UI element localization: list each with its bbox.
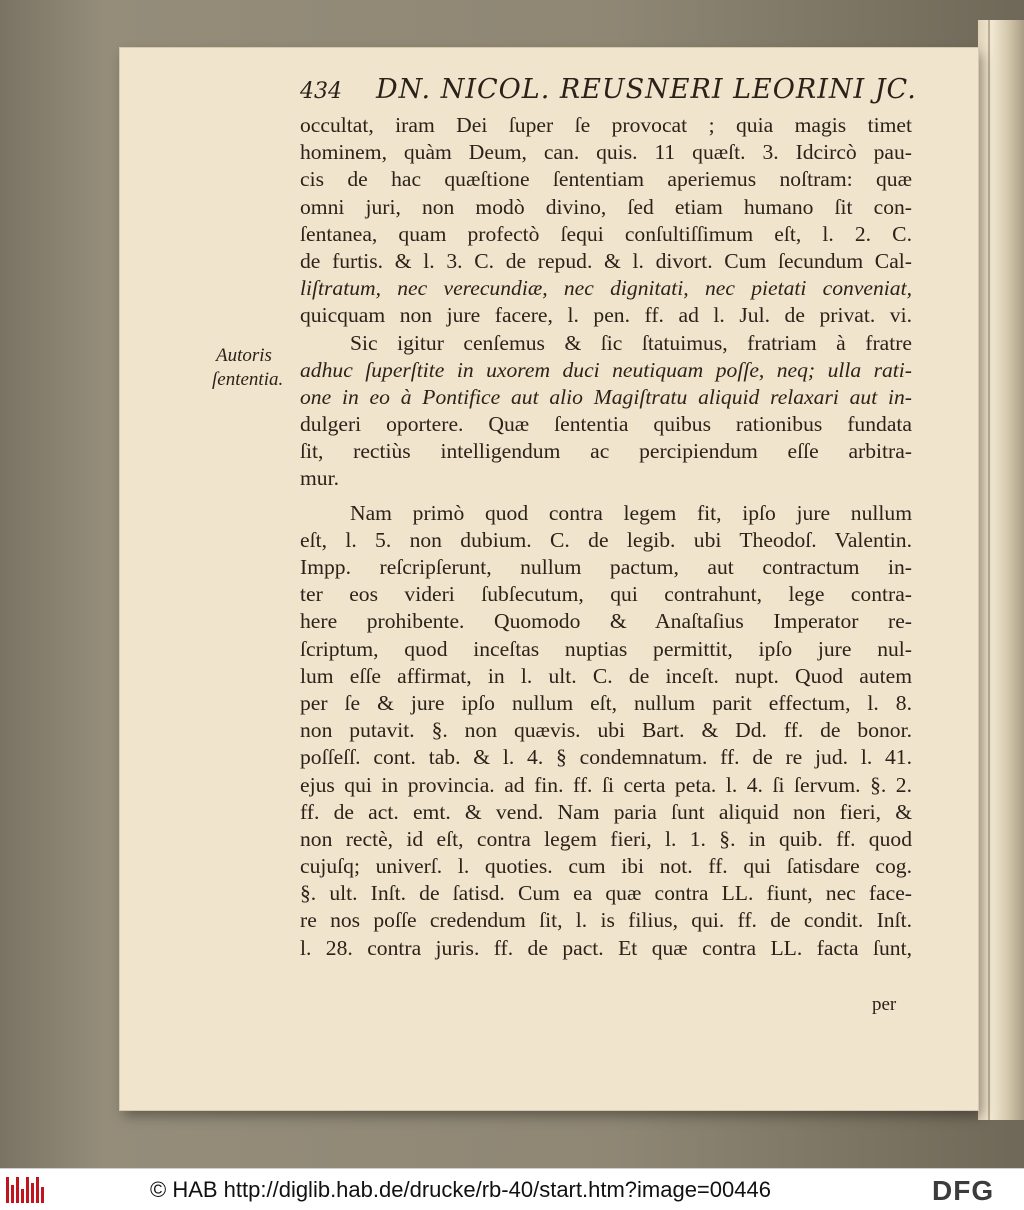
text-line: ſcriptum, quod inceſtas nuptias permittit, ipſo jure nul- (300, 636, 912, 661)
text-line: liſtratum, nec verecundiæ, nec dignitati, nec pietati conveniat, (300, 276, 912, 301)
text-line: per ſe & jure ipſo nullum eſt, nullum parit effectum, l. 8. (300, 690, 912, 715)
text-line: mur. (300, 466, 339, 491)
viewer-footer (0, 1168, 1024, 1210)
marginal-note (212, 344, 302, 392)
text-line: §. ult. Inſt. de ſatisd. Cum ea quæ contra LL. fiunt, nec face- (300, 881, 912, 906)
text-line: ejus qui in provincia. ad fin. ff. ſi certa peta. l. 4. ſi ſervum. §. 2. (300, 772, 912, 797)
text-line: re nos poſſe credendum ſit, l. is filius, qui. ff. de condit. Inſt. (300, 908, 912, 933)
text-line: Nam primò quod contra legem fit, ipſo jure nullum (350, 500, 912, 525)
text-line: occultat, iram Dei ſuper ſe provocat ; quia magis timet (300, 113, 912, 137)
dfg-logo: DFG (932, 1175, 995, 1206)
text-line: ſit, rectiùs intelligendum ac percipiendum eſſe arbitra- (300, 439, 912, 464)
text-line: hominem, quàm Deum, can. quis. 11 quæſt. 3. Idcircò pau- (300, 140, 912, 165)
catchword: per (872, 994, 897, 1015)
body-text (300, 112, 912, 962)
marginal-note-line: ſententia. (212, 369, 284, 390)
text-line: poſſeſſ. cont. tab. & l. 4. § condemnatum. ff. de re jud. l. 41. (300, 745, 912, 770)
text-line: dulgeri oportere. Quæ ſententia quibus rationibus fundata (300, 412, 912, 437)
marginal-note-line: Autoris (216, 345, 272, 366)
page-number: 434 (300, 79, 342, 104)
text-line: non rectè, id eſt, contra legem fieri, l. 1. §. in quib. ff. quod (300, 826, 912, 851)
hab-barcode-icon (6, 1177, 44, 1203)
permalink-link[interactable]: © HAB http://diglib.hab.de/drucke/rb-40/start.htm?image=00446 (150, 1177, 771, 1202)
text-line: l. 28. contra juris. ff. de pact. Et quæ contra LL. facta ſunt, (300, 935, 912, 960)
text-line: Impp. reſcripſerunt, nullum pactum, aut contractum in- (300, 555, 912, 579)
running-title: DN. NICOL. REUSNERI LEORINI JC. (376, 74, 917, 105)
running-head (300, 74, 917, 114)
text-line: one in eo à Pontifice aut alio Magiſtratu aliquid relaxari aut in- (300, 384, 912, 409)
text-line: Sic igitur cenſemus & ſic ſtatuimus, fratriam à fratre (350, 330, 912, 355)
text-line: quicquam non jure facere, l. pen. ff. ad l. Jul. de privat. vi. (300, 303, 912, 328)
text-line: ter eos videri ſubſecutum, qui contrahunt, lege contra- (300, 582, 912, 607)
text-line: lum eſſe affirmat, in l. ult. C. de inceſt. nupt. Quod autem (300, 663, 912, 688)
text-line: adhuc ſuperſtite in uxorem duci neutiquam poſſe, neq; ulla rati- (300, 357, 912, 382)
text-line: omni juri, non modò divino, ſed etiam humano ſit con- (300, 194, 912, 219)
next-page-edge (978, 20, 1024, 1120)
text-line: cujuſq; univerſ. l. quoties. cum ibi not. ff. qui ſatisdare cog. (300, 854, 912, 879)
text-line: cis de hac quæſtione ſententiam aperiemus noſtram: quæ (300, 167, 912, 192)
text-line: here prohibente. Quomodo & Anaſtaſius Imperator re- (300, 609, 912, 634)
text-line: de furtis. & l. 3. C. de repud. & l. divort. Cum ſecundum Cal- (300, 248, 912, 273)
text-line: ſentanea, quam profectò ſequi conſultiſſimum eſt, l. 2. C. (300, 221, 912, 246)
text-line: eſt, l. 5. non dubium. C. de legib. ubi Theodoſ. Valentin. (300, 527, 912, 552)
text-line: ff. de act. emt. & vend. Nam paria ſunt aliquid non fieri, & (300, 799, 912, 824)
text-line: non putavit. §. non quævis. ubi Bart. & Dd. ff. de bonor. (300, 718, 912, 743)
